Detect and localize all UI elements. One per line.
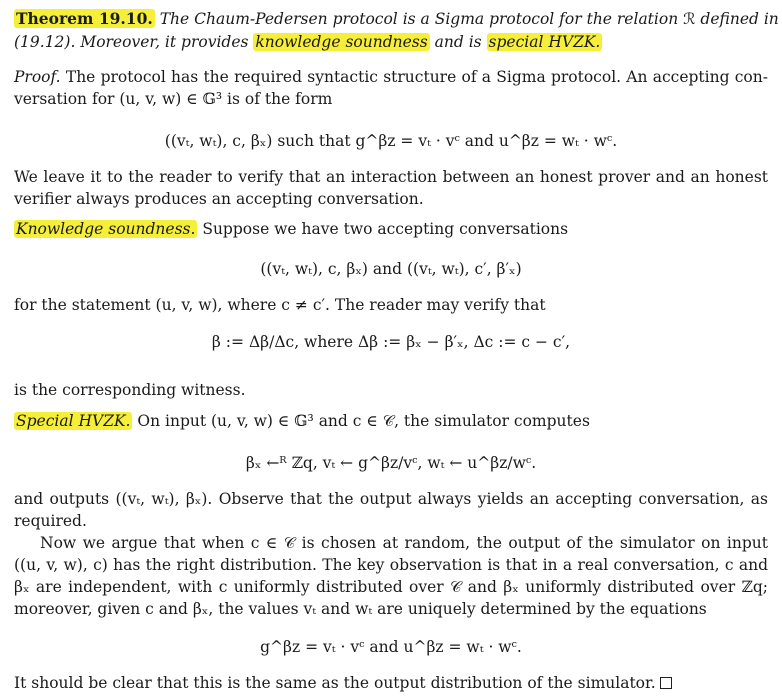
knowledge-soundness-line <box>14 218 568 240</box>
equation-witness: β := Δβ/Δc, where Δβ := βₓ − β′ₓ, Δc := c − c′, <box>211 333 571 351</box>
proof-line-3: We leave it to the reader to verify that an interaction between an honest prover and an honest <box>14 168 768 186</box>
theorem-relation: ℛ <box>683 10 696 28</box>
proof-line-4: verifier always produces an accepting conversation. <box>14 190 424 208</box>
equation-accepting-conversation: ((vₜ, wₜ), c, βₓ) such that g^βz = vₜ · vᶜ and u^βz = wₜ · wᶜ. <box>164 132 618 150</box>
proof-line-9: Now we argue that when c ∈ 𝒞 is chosen at random, the output of the simulator on input <box>40 534 768 552</box>
equation-simulator: βₓ ←ᴿ ℤq, vₜ ← g^βz/vᶜ, wₜ ← u^βz/wᶜ. <box>245 454 537 472</box>
knowledge-soundness-text: Suppose we have two accepting conversations <box>197 220 569 238</box>
proof-line-6: is the corresponding witness. <box>14 381 246 399</box>
proof-line-2: versation for (u, v, w) ∈ 𝔾³ is of the form <box>14 90 333 108</box>
proof-line-13 <box>14 672 672 694</box>
theorem-text-a: The Chaum-Pedersen protocol is a Sigma protocol for the relation <box>159 10 684 28</box>
highlight-special-hvzk: special HVZK. <box>488 33 601 51</box>
special-hvzk-line <box>14 410 590 432</box>
proof-label: Proof. <box>14 68 61 86</box>
equation-unique-values: g^βz = vₜ · vᶜ and u^βz = wₜ · wᶜ. <box>260 638 522 656</box>
proof-line-11: βₓ are independent, with c uniformly distributed over 𝒞 and βₓ uniformly distributed over ℤq; <box>14 578 768 596</box>
proof-line-1 <box>14 66 768 88</box>
theorem-line2-b: and is <box>429 33 487 51</box>
theorem-line2-a: (19.12). Moreover, it provides <box>14 33 254 51</box>
qed-square-icon <box>660 677 672 689</box>
proof-line-8: required. <box>14 512 87 530</box>
proof-line-10: ((u, v, w), c) has the right distribution. The key observation is that in a real conversation, c and <box>14 556 768 574</box>
proof-text-1: The protocol has the required syntactic structure of a Sigma protocol. An accepting con- <box>60 68 768 86</box>
equation-two-conversations: ((vₜ, wₜ), c, βₓ) and ((vₜ, wₜ), c′, β′ₓ) <box>260 260 522 278</box>
theorem-line-1 <box>14 8 779 30</box>
proof-line-5: for the statement (u, v, w), where c ≠ c′. The reader may verify that <box>14 296 546 314</box>
theorem-text-b: defined in <box>695 10 779 28</box>
highlight-knowledge-soundness: knowledge soundness <box>255 33 428 51</box>
proof-line-7: and outputs ((vₜ, wₜ), βₓ). Observe that the output always yields an accepting conversation, as <box>14 490 768 508</box>
special-hvzk-text: On input (u, v, w) ∈ 𝔾³ and c ∈ 𝒞, the simulator computes <box>132 412 590 430</box>
proof-conclusion: It should be clear that this is the same as the output distribution of the simulator. <box>14 674 656 692</box>
special-hvzk-label: Special HVZK. <box>16 412 131 430</box>
theorem-label: Theorem 19.10. <box>16 9 153 28</box>
knowledge-soundness-label: Knowledge soundness. <box>16 220 196 238</box>
proof-line-12: moreover, given c and βₓ, the values vₜ and wₜ are uniquely determined by the equations <box>14 600 707 618</box>
theorem-line-2 <box>14 31 602 53</box>
